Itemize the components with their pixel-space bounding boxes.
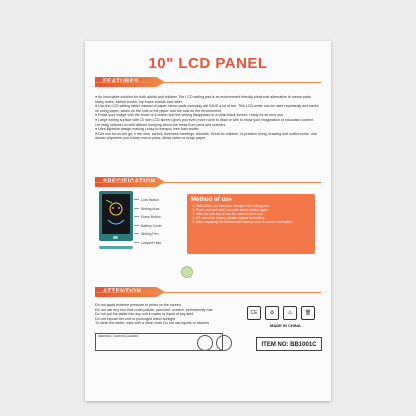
feature-item: ● Ultra lightwim design making t easy to transpo, tree than anotie — [95, 127, 199, 132]
feature-item: ● Use the LCD writing tablet instead of paper memo pads everyday will SAVE a lot of tee. This LCD writer can be used repeatedly and saves on using paper, saves on the cost of the paper and the cost on the environment — [95, 104, 319, 113]
product-box — [85, 41, 331, 401]
attention-item: Do not expose the unit to prolonged direct sunlight — [95, 316, 176, 321]
feature-item: ● Large writing surface with 10 inch LCD screen gives you even more room to draw or wile to show your imagination or education content. Let imag nations run wild without worrying about the mess from pens and markers — [95, 117, 315, 127]
stylus-illustration — [99, 246, 133, 249]
attention-rule — [95, 292, 321, 293]
product-title: 10" LCD PANEL — [148, 55, 268, 72]
conformity-mark-icon — [197, 335, 213, 351]
feature-item: ● Get one for on the go, n the ofce, school, business meetings, tutorials. Great for children, to practice wring, drawing and maths sums. Use almost anywhere you'd keep memo pads; sticky notes or scrap paper. — [95, 131, 317, 141]
method-step: 1. Pull out the pen and write directly in the writing area. — [196, 204, 311, 208]
attention-item: Do not put the tablet into any unit in water or liquid of any kind — [95, 312, 194, 317]
drawing-doodle — [102, 194, 130, 234]
callout-label: Lock Button — [141, 196, 162, 205]
recycle-icon: ♻ — [265, 306, 279, 320]
callout-label: Battery Cover — [141, 222, 162, 231]
part-callouts — [141, 196, 162, 248]
method-step: 4. If it cannot be erased, please replace the battery. — [196, 216, 311, 220]
ce-mark-icon: CE — [247, 306, 261, 320]
tablet-screen — [102, 194, 130, 234]
conformity-badges — [197, 335, 232, 351]
specification-rule — [95, 182, 321, 183]
choking-warning-label: WARNING: CHOKING HAZARD — [95, 333, 223, 351]
method-heading: Method of use — [191, 197, 232, 203]
method-steps — [187, 204, 315, 224]
lanyard-charm-icon — [181, 266, 193, 278]
attention-item: Do not apply extreme pressure to prints on the screen — [95, 303, 181, 307]
attention-list — [95, 303, 235, 326]
bin-icon: 🗑 — [301, 306, 315, 320]
method-step: 5. When replacing the batteries the battery cover to remove the battery. — [196, 220, 311, 224]
certification-icons — [247, 303, 321, 323]
attention-item: To clean the tablet, wipe with a clean cloth Do not use liquids or stickers — [95, 321, 210, 326]
lcd-tablet-illustration — [99, 191, 133, 241]
method-step: 2. Press and and hold 2 seconds before writing again. — [196, 208, 311, 212]
made-in-label: MADE IN CHINA — [270, 323, 301, 328]
method-of-use-panel — [187, 194, 315, 254]
feature-item: ● An innovative solution for both adults and children The LCD writing pad is an environment friendly electronic alternative to memo pads, sticky notes, sketch books, dry erase boards and other — [95, 95, 312, 104]
callout-label: Writing Area — [141, 205, 162, 214]
attention-item: Do not use any tool that could pollute, puncture, scratch, permanently mar — [95, 307, 213, 312]
method-step: 3. Slide the lock key to lock the screen before use. — [196, 212, 311, 216]
quality-mark-icon — [216, 335, 232, 351]
item-number: ITEM NO: BB1001C — [256, 337, 322, 351]
features-list — [95, 95, 319, 141]
features-rule — [95, 82, 321, 83]
callout-label: Lanyard Hole — [141, 239, 162, 248]
callout-label: Erase Button — [141, 213, 162, 222]
callout-label: Writing Pen — [141, 230, 162, 239]
age-warning-icon: ⚠ — [283, 306, 297, 320]
feature-item: ● Erase your image with the touch of a button and the writing disappears to a clear black screen, ready for its next use — [95, 113, 283, 118]
erase-button-illustration — [113, 236, 118, 239]
